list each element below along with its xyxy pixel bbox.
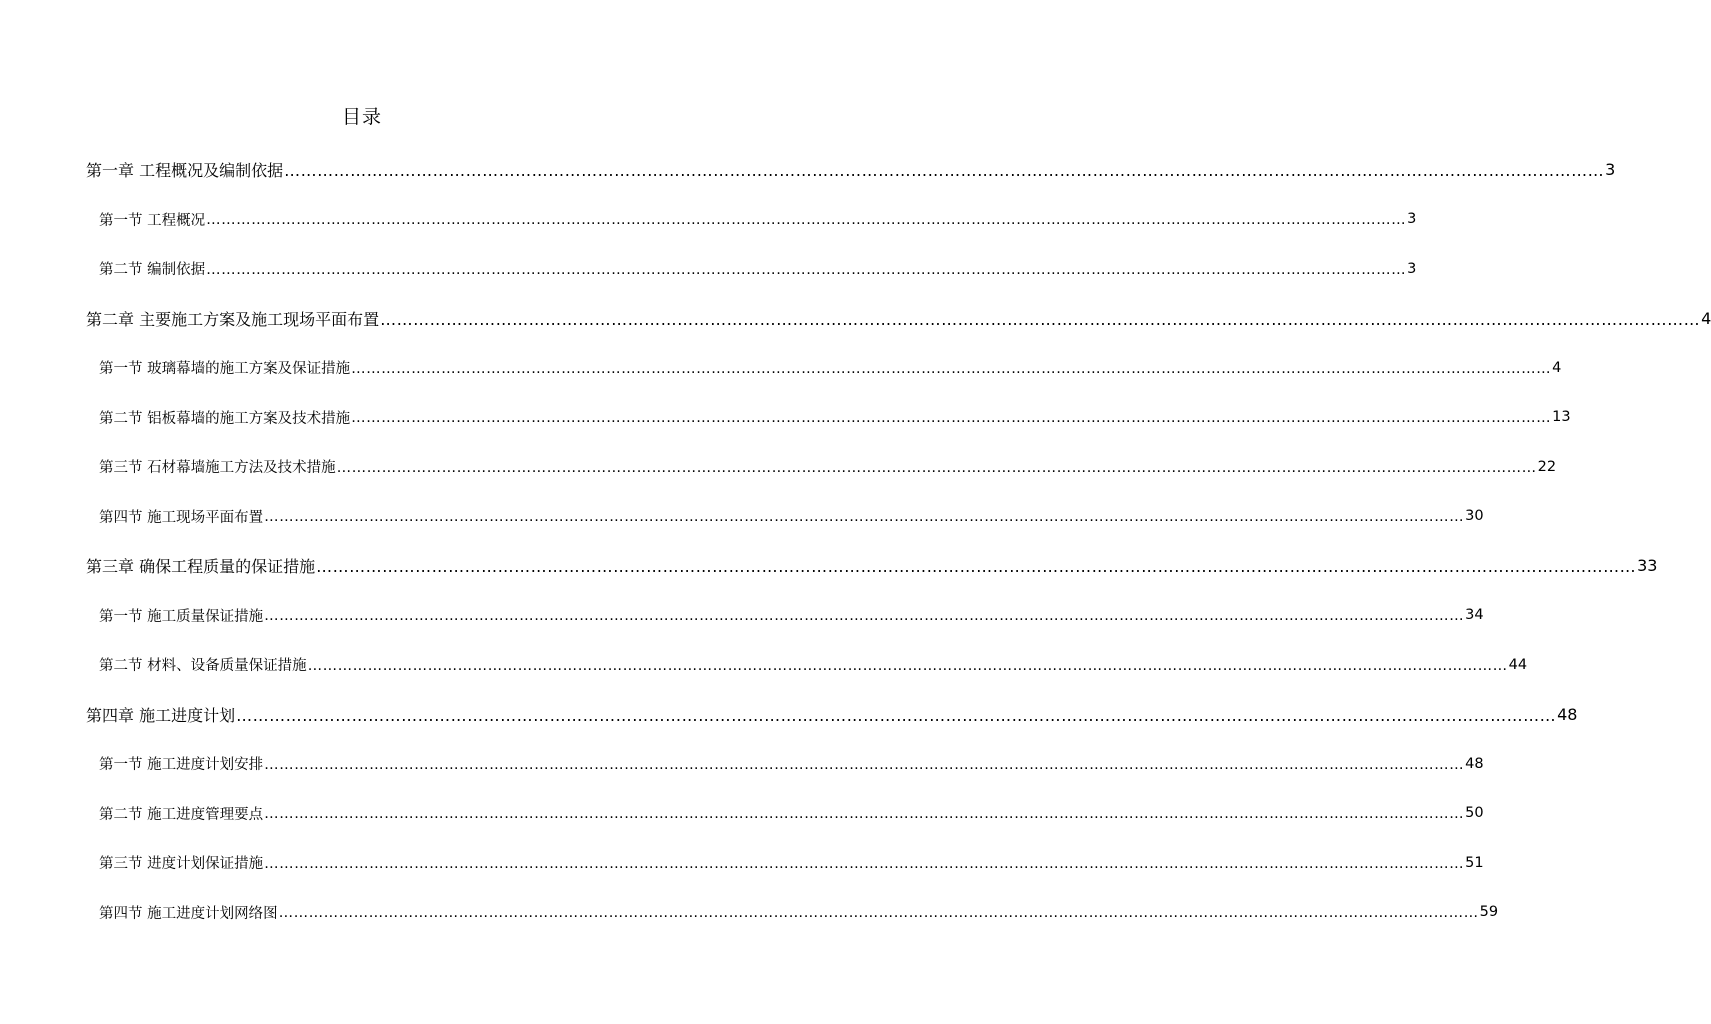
- toc-leader-dots: ……………………………………………………………………………………………………………………………………………………………………………………………………………………: [284, 161, 1605, 181]
- toc-entry-section-4-3[interactable]: [0, 838, 1484, 888]
- toc-entry-page: 4: [1701, 308, 1711, 328]
- toc-entry-label: 第四章 施工进度计划: [86, 705, 236, 725]
- toc-entry-section-4-4[interactable]: [0, 888, 1499, 938]
- toc-entry-label: 第一节 施工质量保证措施: [99, 608, 264, 625]
- toc-leader-dots: ……………………………………………………………………………………………………………………………………………………………………………………………………………………: [206, 212, 1407, 229]
- toc-entry-page: 3: [1407, 260, 1417, 277]
- toc-leader-dots: ……………………………………………………………………………………………………………………………………………………………………………………………………………………: [236, 705, 1557, 725]
- toc-entry-page: 13: [1552, 409, 1571, 426]
- toc-leader-dots: ……………………………………………………………………………………………………………………………………………………………………………………………………………………: [316, 557, 1637, 577]
- toc-entry-section-3-2[interactable]: [0, 640, 1528, 690]
- toc-entry-section-1-1[interactable]: [0, 195, 1417, 245]
- toc-title: 目录: [341, 106, 382, 128]
- toc-entry-chapter-2[interactable]: [0, 294, 1711, 344]
- toc-leader-dots: ……………………………………………………………………………………………………………………………………………………………………………………………………………………: [264, 806, 1465, 823]
- toc-entry-label: 第一节 玻璃幕墙的施工方案及保证措施: [99, 361, 351, 378]
- toc-leader-dots: ……………………………………………………………………………………………………………………………………………………………………………………………………………………: [307, 657, 1508, 674]
- toc-leader-dots: ……………………………………………………………………………………………………………………………………………………………………………………………………………………: [264, 756, 1465, 773]
- toc-entry-label: 第一节 施工进度计划安排: [99, 757, 264, 774]
- toc-leader-dots: ……………………………………………………………………………………………………………………………………………………………………………………………………………………: [206, 261, 1407, 278]
- toc-entry-label: 第二章 主要施工方案及施工现场平面布置: [86, 309, 380, 329]
- toc-entry-page: 4: [1552, 359, 1562, 376]
- toc-leader-dots: ……………………………………………………………………………………………………………………………………………………………………………………………………………………: [380, 309, 1701, 329]
- toc-entry-page: 22: [1537, 458, 1557, 475]
- toc-entry-label: 第二节 编制依据: [99, 262, 206, 279]
- toc-entry-label: 第四节 施工现场平面布置: [99, 509, 264, 526]
- toc-leader-dots: ……………………………………………………………………………………………………………………………………………………………………………………………………………………: [351, 410, 1552, 427]
- toc-entry-page: 33: [1637, 556, 1658, 576]
- toc-entry-label: 第三节 进度计划保证措施: [99, 856, 264, 873]
- toc-entry-chapter-1[interactable]: [0, 145, 1616, 195]
- toc-entry-section-3-1[interactable]: [0, 591, 1484, 641]
- toc-entry-section-1-2[interactable]: [0, 244, 1417, 294]
- toc-entry-label: 第二节 施工进度管理要点: [99, 806, 264, 823]
- toc-entry-page: 48: [1465, 755, 1484, 772]
- toc-leader-dots: ……………………………………………………………………………………………………………………………………………………………………………………………………………………: [278, 905, 1479, 922]
- toc-list: [0, 145, 1711, 937]
- toc-entry-section-2-1[interactable]: [0, 343, 1562, 393]
- toc-entry-section-2-4[interactable]: [0, 492, 1484, 542]
- toc-entry-page: 3: [1605, 160, 1616, 180]
- toc-leader-dots: ……………………………………………………………………………………………………………………………………………………………………………………………………………………: [336, 459, 1537, 476]
- toc-entry-label: 第三节 石材幕墙施工方法及技术措施: [99, 460, 336, 477]
- toc-entry-section-2-2[interactable]: [0, 393, 1571, 443]
- toc-entry-label: 第三章 确保工程质量的保证措施: [86, 557, 316, 577]
- toc-entry-label: 第一节 工程概况: [99, 212, 206, 229]
- toc-entry-page: 51: [1465, 854, 1484, 871]
- toc-entry-page: 30: [1465, 508, 1484, 525]
- toc-entry-label: 第一章 工程概况及编制依据: [86, 161, 284, 181]
- toc-entry-section-2-3[interactable]: [0, 442, 1557, 492]
- toc-entry-section-4-1[interactable]: [0, 739, 1484, 789]
- toc-entry-chapter-3[interactable]: [0, 541, 1658, 591]
- toc-entry-page: 34: [1465, 607, 1484, 624]
- toc-entry-page: 44: [1508, 656, 1528, 673]
- toc-entry-label: 第二节 铝板幕墙的施工方案及技术措施: [99, 410, 351, 427]
- toc-entry-label: 第四节 施工进度计划网络图: [99, 905, 278, 922]
- toc-entry-section-4-2[interactable]: [0, 789, 1484, 839]
- toc-entry-chapter-4[interactable]: [0, 690, 1578, 740]
- toc-leader-dots: ……………………………………………………………………………………………………………………………………………………………………………………………………………………: [351, 360, 1552, 377]
- toc-leader-dots: ……………………………………………………………………………………………………………………………………………………………………………………………………………………: [264, 509, 1465, 526]
- toc-entry-page: 59: [1479, 904, 1499, 921]
- toc-leader-dots: ……………………………………………………………………………………………………………………………………………………………………………………………………………………: [264, 608, 1465, 625]
- toc-entry-page: 48: [1557, 704, 1578, 724]
- toc-entry-page: 3: [1407, 211, 1417, 228]
- toc-entry-page: 50: [1465, 805, 1484, 822]
- toc-leader-dots: ……………………………………………………………………………………………………………………………………………………………………………………………………………………: [264, 855, 1465, 872]
- toc-entry-label: 第二节 材料、设备质量保证措施: [99, 658, 307, 675]
